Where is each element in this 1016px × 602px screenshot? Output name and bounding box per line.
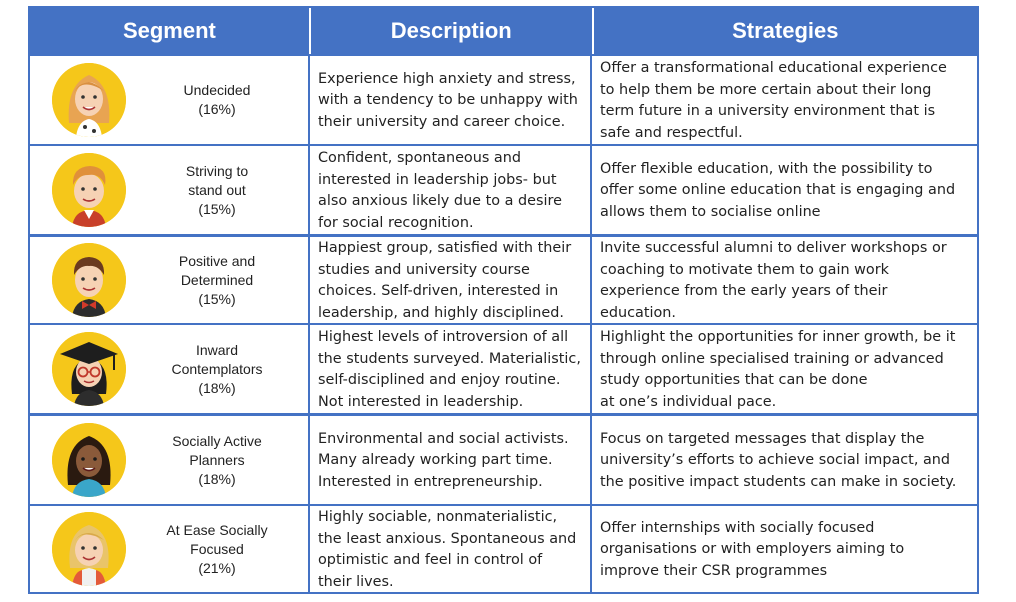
segment-cell	[30, 416, 310, 504]
segment-cell	[30, 325, 310, 413]
table-row	[28, 325, 979, 416]
graduate-glasses-avatar-icon	[52, 332, 126, 406]
strategy-cell: Offer internships with socially focused organisations or with employers aiming to improve their CSR programmes	[600, 519, 905, 579]
table-row	[28, 56, 979, 146]
segment-share: (18%)	[198, 470, 236, 487]
segments-table	[28, 6, 979, 594]
segment-share: (18%)	[198, 379, 236, 396]
header-segment: Segment	[30, 8, 311, 54]
strategy-cell: Focus on targeted messages that display the university’s efforts to achieve social impact, and the positive impact students can make in society.	[600, 430, 957, 490]
table-row	[28, 416, 979, 506]
segment-share: (15%)	[198, 290, 236, 307]
header-description: Description	[311, 8, 594, 54]
woman-long-hair-avatar-icon	[52, 63, 126, 137]
boy-ginger-avatar-icon	[52, 153, 126, 227]
segment-name: Striving to stand out	[185, 162, 249, 198]
segment-name: Inward Contemplators	[171, 341, 263, 377]
strategy-cell: Highlight the opportunities for inner growth, be it through online specialised training or advanced study opportunities that can be done at one’s individual pace.	[600, 329, 956, 410]
segment-cell	[30, 237, 310, 323]
segment-share: (15%)	[198, 200, 236, 217]
segment-name: Undecided	[183, 82, 251, 98]
description-cell: Happiest group, satisfied with their studies and university course choices. Self-driven, interested in leadership, and highly disciplined.	[310, 237, 592, 323]
segment-name: At Ease Socially Focused	[166, 521, 268, 557]
table-header	[28, 6, 979, 56]
strategy-cell: Offer a transformational educational experience to help them be more certain about their long term future in a university environment that is safe and respectful.	[600, 60, 947, 141]
segment-name: Socially Active Planners	[172, 432, 262, 468]
description-cell: Environmental and social activists. Many already working part time. Interested in entrepreneurship.	[310, 416, 592, 504]
segment-cell	[30, 56, 310, 144]
strategy-cell: Offer flexible education, with the possibility to offer some online education that is engaging and allows them to socialise online	[600, 160, 956, 220]
segment-share: (16%)	[198, 101, 236, 117]
man-bowtie-avatar-icon	[52, 243, 126, 317]
segment-name: Positive and Determined	[178, 252, 256, 288]
strategy-cell: Invite successful alumni to deliver workshops or coaching to motivate them to gain work experience from the early years of their education.	[600, 240, 947, 321]
segment-share: (21%)	[198, 559, 236, 576]
woman-curly-hair-avatar-icon	[52, 423, 126, 497]
description-cell: Confident, spontaneous and interested in leadership jobs- but also anxious likely due to a desire for social recognition.	[310, 146, 592, 234]
table-row	[28, 506, 979, 594]
segment-cell	[30, 506, 310, 592]
table-row	[28, 146, 979, 237]
description-cell: Experience high anxiety and stress, with a tendency to be unhappy with their university and career choice.	[310, 56, 592, 144]
description-cell: Highly sociable, nonmaterialistic, the least anxious. Spontaneous and optimistic and feel in control of their lives.	[310, 506, 592, 592]
table-row	[28, 237, 979, 325]
description-cell: Highest levels of introversion of all the students surveyed. Materialistic, self-disciplined and enjoy routine. Not interested in leadership.	[310, 325, 592, 413]
woman-blonde-avatar-icon	[52, 512, 126, 586]
header-strategies: Strategies	[732, 18, 839, 43]
segment-cell	[30, 146, 310, 234]
